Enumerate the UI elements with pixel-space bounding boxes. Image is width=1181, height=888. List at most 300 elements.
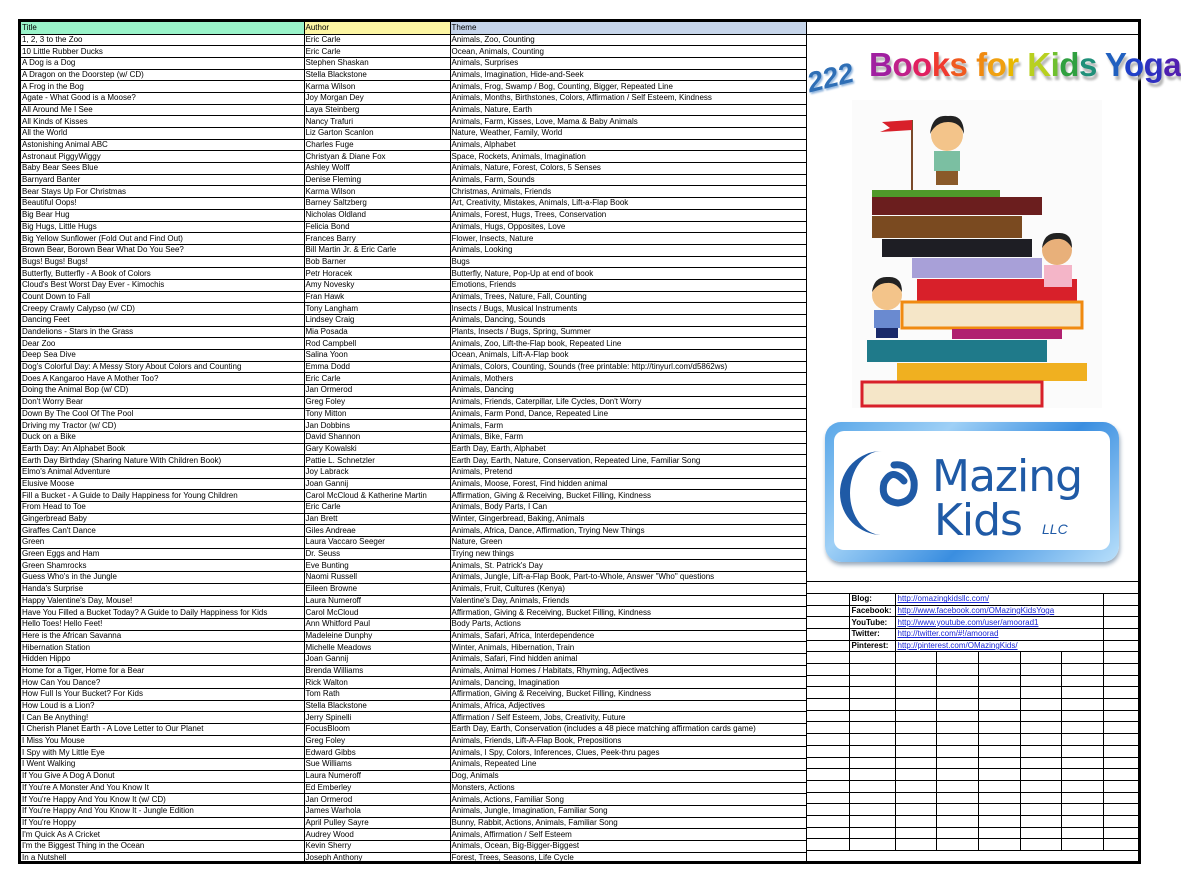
empty-cell[interactable] <box>1061 745 1103 757</box>
cell-author[interactable]: Amy Novesky <box>304 279 450 291</box>
empty-cell[interactable] <box>978 792 1020 804</box>
cell-theme[interactable]: Animals, Alphabet <box>450 139 806 151</box>
cell-title[interactable]: Dear Zoo <box>21 338 304 350</box>
cell-theme[interactable]: Animals, Dancing, Imagination <box>450 677 806 689</box>
column-header-theme[interactable]: Theme <box>450 22 806 34</box>
cell-author[interactable]: Joseph Anthony <box>304 852 450 864</box>
cell-theme[interactable]: Body Parts, Actions <box>450 618 806 630</box>
cell-theme[interactable]: Animals, Actions, Familiar Song <box>450 794 806 806</box>
cell-theme[interactable]: Animals, Bike, Farm <box>450 431 806 443</box>
cell-title[interactable]: Green Eggs and Ham <box>21 548 304 560</box>
cell-theme[interactable]: Animals, Friends, Caterpillar, Life Cycles, Don't Worry <box>450 396 806 408</box>
cell-theme[interactable]: Animals, Animal Homes / Habitats, Rhyming, Adjectives <box>450 665 806 677</box>
empty-cell[interactable] <box>936 792 978 804</box>
cell-title[interactable]: Big Yellow Sunflower (Fold Out and Find Out) <box>21 233 304 245</box>
empty-cell[interactable] <box>849 687 895 699</box>
empty-cell[interactable] <box>1103 745 1139 757</box>
empty-cell[interactable] <box>1061 675 1103 687</box>
empty-cell[interactable] <box>1061 839 1103 851</box>
cell-author[interactable]: Liz Garton Scanlon <box>304 128 450 140</box>
empty-cell[interactable] <box>1061 769 1103 781</box>
cell-theme[interactable]: Animals, Safari, Africa, Interdependence <box>450 630 806 642</box>
cell-author[interactable]: Jerry Spinelli <box>304 712 450 724</box>
cell-theme[interactable]: Winter, Animals, Hibernation, Train <box>450 642 806 654</box>
cell-author[interactable]: Michelle Meadows <box>304 642 450 654</box>
cell-author[interactable]: Bill Martin Jr. & Eric Carle <box>304 244 450 256</box>
empty-cell[interactable] <box>895 780 936 792</box>
empty-cell[interactable] <box>1020 687 1061 699</box>
cell-theme[interactable]: Animals, Fruit, Cultures (Kenya) <box>450 583 806 595</box>
social-link[interactable]: http://www.youtube.com/user/amoorad1 <box>897 617 1039 627</box>
empty-cell[interactable] <box>1061 640 1103 652</box>
cell-author[interactable]: Rod Campbell <box>304 338 450 350</box>
empty-cell[interactable] <box>849 722 895 734</box>
cell-title[interactable]: All the World <box>21 128 304 140</box>
cell-title[interactable]: Earth Day Birthday (Sharing Nature With Children Book) <box>21 455 304 467</box>
cell-theme[interactable]: Animals, Zoo, Lift-the-Flap book, Repeated Line <box>450 338 806 350</box>
empty-cell[interactable] <box>978 722 1020 734</box>
social-link[interactable]: http://pinterest.com/OMazingKids/ <box>897 640 1018 650</box>
cell-title[interactable]: I Went Walking <box>21 759 304 771</box>
empty-cell[interactable] <box>1103 792 1139 804</box>
cell-theme[interactable]: Winter, Gingerbread, Baking, Animals <box>450 513 806 525</box>
cell-theme[interactable]: Animals, Nature, Earth <box>450 104 806 116</box>
empty-cell[interactable] <box>1103 769 1139 781</box>
empty-cell[interactable] <box>978 745 1020 757</box>
cell-theme[interactable]: Animals, Jungle, Imagination, Familiar Song <box>450 805 806 817</box>
cell-author[interactable]: Frances Barry <box>304 233 450 245</box>
empty-cell[interactable] <box>936 745 978 757</box>
cell-title[interactable]: How Can You Dance? <box>21 677 304 689</box>
empty-cell[interactable] <box>1103 675 1139 687</box>
cell-author[interactable]: Stephen Shaskan <box>304 57 450 69</box>
cell-title[interactable]: 10 Little Rubber Ducks <box>21 46 304 58</box>
cell-title[interactable]: Dog's Colorful Day: A Messy Story About Colors and Counting <box>21 361 304 373</box>
empty-cell[interactable] <box>807 699 849 711</box>
cell-title[interactable]: Don't Worry Bear <box>21 396 304 408</box>
empty-cell[interactable] <box>1061 780 1103 792</box>
cell-theme[interactable]: Animals, Repeated Line <box>450 759 806 771</box>
empty-cell[interactable] <box>1020 699 1061 711</box>
empty-cell[interactable] <box>978 675 1020 687</box>
cell-title[interactable]: How Full Is Your Bucket? For Kids <box>21 689 304 701</box>
cell-theme[interactable]: Earth Day, Earth, Conservation (includes a 48 piece matching affirmation cards game) <box>450 724 806 736</box>
cell-title[interactable]: Hello Toes! Hello Feet! <box>21 618 304 630</box>
empty-cell[interactable] <box>849 664 895 676</box>
cell-theme[interactable]: Animals, St. Patrick's Day <box>450 560 806 572</box>
cell-theme[interactable]: Animals, Farm <box>450 420 806 432</box>
empty-cell[interactable] <box>1061 699 1103 711</box>
cell-theme[interactable]: Plants, Insects / Bugs, Spring, Summer <box>450 326 806 338</box>
empty-cell[interactable] <box>1020 827 1061 839</box>
cell-author[interactable]: Pattie L. Schnetzler <box>304 455 450 467</box>
empty-cell[interactable] <box>1020 769 1061 781</box>
empty-cell[interactable] <box>936 804 978 816</box>
cell-title[interactable]: Agate - What Good is a Moose? <box>21 92 304 104</box>
empty-cell[interactable] <box>936 815 978 827</box>
empty-cell[interactable] <box>895 710 936 722</box>
cell-author[interactable]: Jan Ormerod <box>304 385 450 397</box>
cell-theme[interactable]: Trying new things <box>450 548 806 560</box>
empty-cell[interactable] <box>807 628 849 640</box>
cell-title[interactable]: All Kinds of Kisses <box>21 116 304 128</box>
empty-cell[interactable] <box>807 792 849 804</box>
empty-cell[interactable] <box>1103 652 1139 664</box>
empty-cell[interactable] <box>1061 605 1103 617</box>
cell-title[interactable]: I Can Be Anything! <box>21 712 304 724</box>
cell-author[interactable]: Tom Rath <box>304 689 450 701</box>
empty-cell[interactable] <box>936 675 978 687</box>
cell-title[interactable]: Green Shamrocks <box>21 560 304 572</box>
empty-cell[interactable] <box>849 734 895 746</box>
empty-cell[interactable] <box>936 664 978 676</box>
cell-author[interactable]: Madeleine Dunphy <box>304 630 450 642</box>
cell-author[interactable]: Greg Foley <box>304 735 450 747</box>
cell-title[interactable]: Butterfly, Butterfly - A Book of Colors <box>21 268 304 280</box>
cell-title[interactable]: If You're A Monster And You Know It <box>21 782 304 794</box>
cell-title[interactable]: Handa's Surprise <box>21 583 304 595</box>
cell-title[interactable]: Big Bear Hug <box>21 209 304 221</box>
cell-author[interactable]: Felicia Bond <box>304 221 450 233</box>
cell-theme[interactable]: Animals, Dancing <box>450 385 806 397</box>
cell-author[interactable]: Gary Kowalski <box>304 443 450 455</box>
cell-theme[interactable]: Animals, Africa, Dance, Affirmation, Trying New Things <box>450 525 806 537</box>
cell-title[interactable]: If You're Hoppy <box>21 817 304 829</box>
empty-cell[interactable] <box>1103 757 1139 769</box>
cell-author[interactable]: Nicholas Oldland <box>304 209 450 221</box>
empty-cell[interactable] <box>1103 687 1139 699</box>
cell-theme[interactable]: Animals, Affirmation / Self Esteem <box>450 829 806 841</box>
empty-cell[interactable] <box>1061 792 1103 804</box>
empty-cell[interactable] <box>1103 804 1139 816</box>
empty-cell[interactable] <box>849 675 895 687</box>
empty-cell[interactable] <box>936 652 978 664</box>
empty-cell[interactable] <box>1103 839 1139 851</box>
empty-cell[interactable] <box>1020 722 1061 734</box>
empty-cell[interactable] <box>807 804 849 816</box>
empty-cell[interactable] <box>1061 593 1103 605</box>
empty-cell[interactable] <box>936 827 978 839</box>
cell-theme[interactable]: Space, Rockets, Animals, Imagination <box>450 151 806 163</box>
cell-author[interactable]: Laya Steinberg <box>304 104 450 116</box>
empty-cell[interactable] <box>807 815 849 827</box>
empty-cell[interactable] <box>1061 628 1103 640</box>
cell-theme[interactable]: Animals, Farm, Sounds <box>450 174 806 186</box>
cell-author[interactable]: Eric Carle <box>304 502 450 514</box>
cell-author[interactable]: Lindsey Craig <box>304 315 450 327</box>
cell-title[interactable]: Earth Day: An Alphabet Book <box>21 443 304 455</box>
cell-title[interactable]: Green <box>21 537 304 549</box>
empty-cell[interactable] <box>1103 593 1139 605</box>
cell-theme[interactable]: Affirmation, Giving & Receiving, Bucket Filling, Kindness <box>450 689 806 701</box>
cell-author[interactable]: Greg Foley <box>304 396 450 408</box>
cell-author[interactable]: Carol McCloud <box>304 607 450 619</box>
empty-cell[interactable] <box>1020 804 1061 816</box>
cell-theme[interactable]: Nature, Weather, Family, World <box>450 128 806 140</box>
empty-cell[interactable] <box>895 757 936 769</box>
cell-title[interactable]: Happy Valentine's Day, Mouse! <box>21 595 304 607</box>
cell-author[interactable]: Jan Ormerod <box>304 794 450 806</box>
cell-author[interactable]: Laura Numeroff <box>304 770 450 782</box>
empty-cell[interactable] <box>807 687 849 699</box>
cell-author[interactable]: Joan Gannij <box>304 653 450 665</box>
cell-author[interactable]: Tony Langham <box>304 303 450 315</box>
cell-author[interactable]: Joy Morgan Dey <box>304 92 450 104</box>
empty-cell[interactable] <box>849 652 895 664</box>
empty-cell[interactable] <box>1020 815 1061 827</box>
cell-title[interactable]: I'm the Biggest Thing in the Ocean <box>21 840 304 852</box>
cell-title[interactable]: Dandelions - Stars in the Grass <box>21 326 304 338</box>
empty-cell[interactable] <box>807 582 1139 594</box>
cell-author[interactable]: Laura Vaccaro Seeger <box>304 537 450 549</box>
cell-title[interactable]: Fill a Bucket - A Guide to Daily Happiness for Young Children <box>21 490 304 502</box>
cell-title[interactable]: 1, 2, 3 to the Zoo <box>21 34 304 46</box>
cell-theme[interactable]: Dog, Animals <box>450 770 806 782</box>
empty-cell[interactable] <box>1020 745 1061 757</box>
cell-title[interactable]: Count Down to Fall <box>21 291 304 303</box>
cell-title[interactable]: I Miss You Mouse <box>21 735 304 747</box>
cell-theme[interactable]: Animals, Hugs, Opposites, Love <box>450 221 806 233</box>
cell-title[interactable]: Big Hugs, Little Hugs <box>21 221 304 233</box>
empty-cell[interactable] <box>807 605 849 617</box>
cell-title[interactable]: I Cherish Planet Earth - A Love Letter to Our Planet <box>21 724 304 736</box>
cell-author[interactable]: Eileen Browne <box>304 583 450 595</box>
cell-title[interactable]: Astonishing Animal ABC <box>21 139 304 151</box>
cell-author[interactable]: Carol McCloud & Katherine Martin <box>304 490 450 502</box>
social-link[interactable]: http://omazingkidsllc.com/ <box>897 594 990 604</box>
empty-cell[interactable] <box>1103 815 1139 827</box>
empty-cell[interactable] <box>1061 652 1103 664</box>
cell-theme[interactable]: Animals, Safari, Find hidden animal <box>450 653 806 665</box>
cell-title[interactable]: Does A Kangaroo Have A Mother Too? <box>21 373 304 385</box>
empty-cell[interactable] <box>936 722 978 734</box>
cell-theme[interactable]: Animals, Pretend <box>450 466 806 478</box>
cell-theme[interactable]: Valentine's Day, Animals, Friends <box>450 595 806 607</box>
cell-author[interactable]: Stella Blackstone <box>304 700 450 712</box>
empty-cell[interactable] <box>849 710 895 722</box>
cell-author[interactable]: Laura Numeroff <box>304 595 450 607</box>
cell-author[interactable]: Kevin Sherry <box>304 840 450 852</box>
cell-theme[interactable]: Bunny, Rabbit, Actions, Animals, Familiar Song <box>450 817 806 829</box>
empty-cell[interactable] <box>807 652 849 664</box>
empty-cell[interactable] <box>895 769 936 781</box>
cell-title[interactable]: A Frog in the Bog <box>21 81 304 93</box>
cell-theme[interactable]: Animals, Mothers <box>450 373 806 385</box>
empty-cell[interactable] <box>1103 734 1139 746</box>
empty-cell[interactable] <box>807 757 849 769</box>
empty-cell[interactable] <box>936 710 978 722</box>
cell-author[interactable]: Nancy Trafuri <box>304 116 450 128</box>
empty-cell[interactable] <box>936 687 978 699</box>
cell-theme[interactable]: Flower, Insects, Nature <box>450 233 806 245</box>
empty-cell[interactable] <box>1020 792 1061 804</box>
cell-title[interactable]: Beautiful Oops! <box>21 198 304 210</box>
cell-theme[interactable]: Animals, Body Parts, I Can <box>450 502 806 514</box>
cell-author[interactable]: David Shannon <box>304 431 450 443</box>
cell-author[interactable]: Joan Gannij <box>304 478 450 490</box>
cell-theme[interactable]: Forest, Trees, Seasons, Life Cycle <box>450 852 806 864</box>
cell-author[interactable]: Ed Emberley <box>304 782 450 794</box>
cell-author[interactable]: Tony Mitton <box>304 408 450 420</box>
cell-theme[interactable]: Animals, I Spy, Colors, Inferences, Clues, Peek-thru pages <box>450 747 806 759</box>
cell-author[interactable]: Eric Carle <box>304 34 450 46</box>
empty-cell[interactable] <box>1103 699 1139 711</box>
cell-title[interactable]: Barnyard Banter <box>21 174 304 186</box>
empty-cell[interactable] <box>849 757 895 769</box>
cell-author[interactable]: James Warhola <box>304 805 450 817</box>
cell-author[interactable]: Eve Bunting <box>304 560 450 572</box>
empty-cell[interactable] <box>895 734 936 746</box>
empty-cell[interactable] <box>895 745 936 757</box>
cell-theme[interactable]: Animals, Forest, Hugs, Trees, Conservation <box>450 209 806 221</box>
empty-cell[interactable] <box>849 815 895 827</box>
cell-title[interactable]: Have You Filled a Bucket Today? A Guide to Daily Happiness for Kids <box>21 607 304 619</box>
empty-cell[interactable] <box>978 710 1020 722</box>
cell-title[interactable]: I'm Quick As A Cricket <box>21 829 304 841</box>
empty-cell[interactable] <box>1061 757 1103 769</box>
empty-cell[interactable] <box>849 780 895 792</box>
empty-cell[interactable] <box>936 699 978 711</box>
empty-cell[interactable] <box>978 839 1020 851</box>
empty-cell[interactable] <box>1061 815 1103 827</box>
empty-cell[interactable] <box>1061 734 1103 746</box>
cell-author[interactable]: FocusBloom <box>304 724 450 736</box>
cell-theme[interactable]: Animals, Months, Birthstones, Colors, Affirmation / Self Esteem, Kindness <box>450 92 806 104</box>
empty-cell[interactable] <box>1103 827 1139 839</box>
empty-cell[interactable] <box>895 839 936 851</box>
empty-cell[interactable] <box>1020 675 1061 687</box>
cell-author[interactable]: Dr. Seuss <box>304 548 450 560</box>
empty-cell[interactable] <box>978 652 1020 664</box>
empty-cell[interactable] <box>849 827 895 839</box>
empty-cell[interactable] <box>1020 664 1061 676</box>
empty-cell[interactable] <box>895 722 936 734</box>
social-link[interactable]: http://www.facebook.com/OMazingKidsYoga <box>897 605 1055 615</box>
cell-theme[interactable]: Animals, Colors, Counting, Sounds (free printable: http://tinyurl.com/d5862ws) <box>450 361 806 373</box>
empty-cell[interactable] <box>895 699 936 711</box>
empty-cell[interactable] <box>807 675 849 687</box>
cell-author[interactable]: Ashley Wolff <box>304 163 450 175</box>
cell-author[interactable]: Edward Gibbs <box>304 747 450 759</box>
cell-theme[interactable]: Nature, Green <box>450 537 806 549</box>
cell-theme[interactable]: Ocean, Animals, Lift-A-Flap book <box>450 350 806 362</box>
empty-cell[interactable] <box>1061 687 1103 699</box>
cell-title[interactable]: Creepy Crawly Calypso (w/ CD) <box>21 303 304 315</box>
cell-title[interactable]: Baby Bear Sees Blue <box>21 163 304 175</box>
cell-author[interactable]: Brenda Williams <box>304 665 450 677</box>
empty-cell[interactable] <box>978 734 1020 746</box>
empty-cell[interactable] <box>895 815 936 827</box>
cell-theme[interactable]: Christmas, Animals, Friends <box>450 186 806 198</box>
cell-theme[interactable]: Animals, Jungle, Lift-a-Flap Book, Part-to-Whole, Answer "Who" questions <box>450 572 806 584</box>
empty-cell[interactable] <box>807 570 1139 582</box>
empty-cell[interactable] <box>1103 780 1139 792</box>
cell-author[interactable]: Petr Horacek <box>304 268 450 280</box>
cell-title[interactable]: Driving my Tractor (w/ CD) <box>21 420 304 432</box>
cell-theme[interactable]: Animals, Friends, Lift-A-Flap Book, Prepositions <box>450 735 806 747</box>
empty-cell[interactable] <box>1020 780 1061 792</box>
cell-title[interactable]: Guess Who's in the Jungle <box>21 572 304 584</box>
cell-title[interactable]: Astronaut PiggyWiggy <box>21 151 304 163</box>
cell-author[interactable]: Emma Dodd <box>304 361 450 373</box>
cell-theme[interactable]: Bugs <box>450 256 806 268</box>
cell-theme[interactable]: Animals, Nature, Forest, Colors, 5 Senses <box>450 163 806 175</box>
cell-theme[interactable]: Animals, Moose, Forest, Find hidden animal <box>450 478 806 490</box>
cell-title[interactable]: Down By The Cool Of The Pool <box>21 408 304 420</box>
cell-author[interactable]: Bob Barner <box>304 256 450 268</box>
cell-title[interactable]: If You're Happy And You Know It (w/ CD) <box>21 794 304 806</box>
cell-theme[interactable]: Animals, Frog, Swamp / Bog, Counting, Bigger, Repeated Line <box>450 81 806 93</box>
cell-author[interactable]: Denise Fleming <box>304 174 450 186</box>
cell-author[interactable]: Karma Wilson <box>304 81 450 93</box>
empty-cell[interactable] <box>978 804 1020 816</box>
empty-cell[interactable] <box>1061 617 1103 629</box>
empty-cell[interactable] <box>1020 839 1061 851</box>
empty-cell[interactable] <box>978 699 1020 711</box>
empty-cell[interactable] <box>895 792 936 804</box>
cell-author[interactable]: Christyan & Diane Fox <box>304 151 450 163</box>
cell-title[interactable]: A Dragon on the Doorstep (w/ CD) <box>21 69 304 81</box>
cell-author[interactable]: Fran Hawk <box>304 291 450 303</box>
empty-cell[interactable] <box>807 617 849 629</box>
empty-cell[interactable] <box>807 827 849 839</box>
empty-cell[interactable] <box>1103 617 1139 629</box>
cell-author[interactable]: Joy Labrack <box>304 466 450 478</box>
column-header-title[interactable]: Title <box>21 22 304 34</box>
cell-theme[interactable]: Monsters, Actions <box>450 782 806 794</box>
cell-title[interactable]: Gingerbread Baby <box>21 513 304 525</box>
empty-cell[interactable] <box>978 780 1020 792</box>
cell-theme[interactable]: Animals, Farm, Kisses, Love, Mama & Baby Animals <box>450 116 806 128</box>
empty-cell[interactable] <box>936 757 978 769</box>
cell-author[interactable]: Naomi Russell <box>304 572 450 584</box>
empty-cell[interactable] <box>936 769 978 781</box>
empty-cell[interactable] <box>1020 734 1061 746</box>
cell-theme[interactable]: Art, Creativity, Mistakes, Animals, Lift-a-Flap Book <box>450 198 806 210</box>
cell-author[interactable]: April Pulley Sayre <box>304 817 450 829</box>
cell-theme[interactable]: Earth Day, Earth, Alphabet <box>450 443 806 455</box>
cell-theme[interactable]: Emotions, Friends <box>450 279 806 291</box>
empty-cell[interactable] <box>849 804 895 816</box>
empty-cell[interactable] <box>1020 757 1061 769</box>
cell-title[interactable]: Brown Bear, Borown Bear What Do You See? <box>21 244 304 256</box>
cell-author[interactable]: Charles Fuge <box>304 139 450 151</box>
empty-cell[interactable] <box>978 769 1020 781</box>
empty-cell[interactable] <box>895 652 936 664</box>
cell-title[interactable]: If You're Happy And You Know It - Jungle Edition <box>21 805 304 817</box>
empty-cell[interactable] <box>1061 804 1103 816</box>
cell-theme[interactable]: Animals, Zoo, Counting <box>450 34 806 46</box>
empty-cell[interactable] <box>849 745 895 757</box>
empty-cell[interactable] <box>1103 628 1139 640</box>
empty-cell[interactable] <box>895 804 936 816</box>
empty-cell[interactable] <box>807 710 849 722</box>
cell-title[interactable]: From Head to Toe <box>21 502 304 514</box>
cell-author[interactable]: Mia Posada <box>304 326 450 338</box>
empty-cell[interactable] <box>936 780 978 792</box>
empty-cell[interactable] <box>978 687 1020 699</box>
empty-cell[interactable] <box>849 839 895 851</box>
cell-title[interactable]: Doing the Animal Bop (w/ CD) <box>21 385 304 397</box>
cell-theme[interactable]: Affirmation, Giving & Receiving, Bucket Filling, Kindness <box>450 490 806 502</box>
empty-cell[interactable] <box>1103 664 1139 676</box>
cell-theme[interactable]: Animals, Imagination, Hide-and-Seek <box>450 69 806 81</box>
empty-cell[interactable] <box>978 664 1020 676</box>
empty-cell[interactable] <box>807 640 849 652</box>
empty-cell[interactable] <box>807 734 849 746</box>
empty-cell[interactable] <box>895 675 936 687</box>
empty-cell[interactable] <box>1061 722 1103 734</box>
